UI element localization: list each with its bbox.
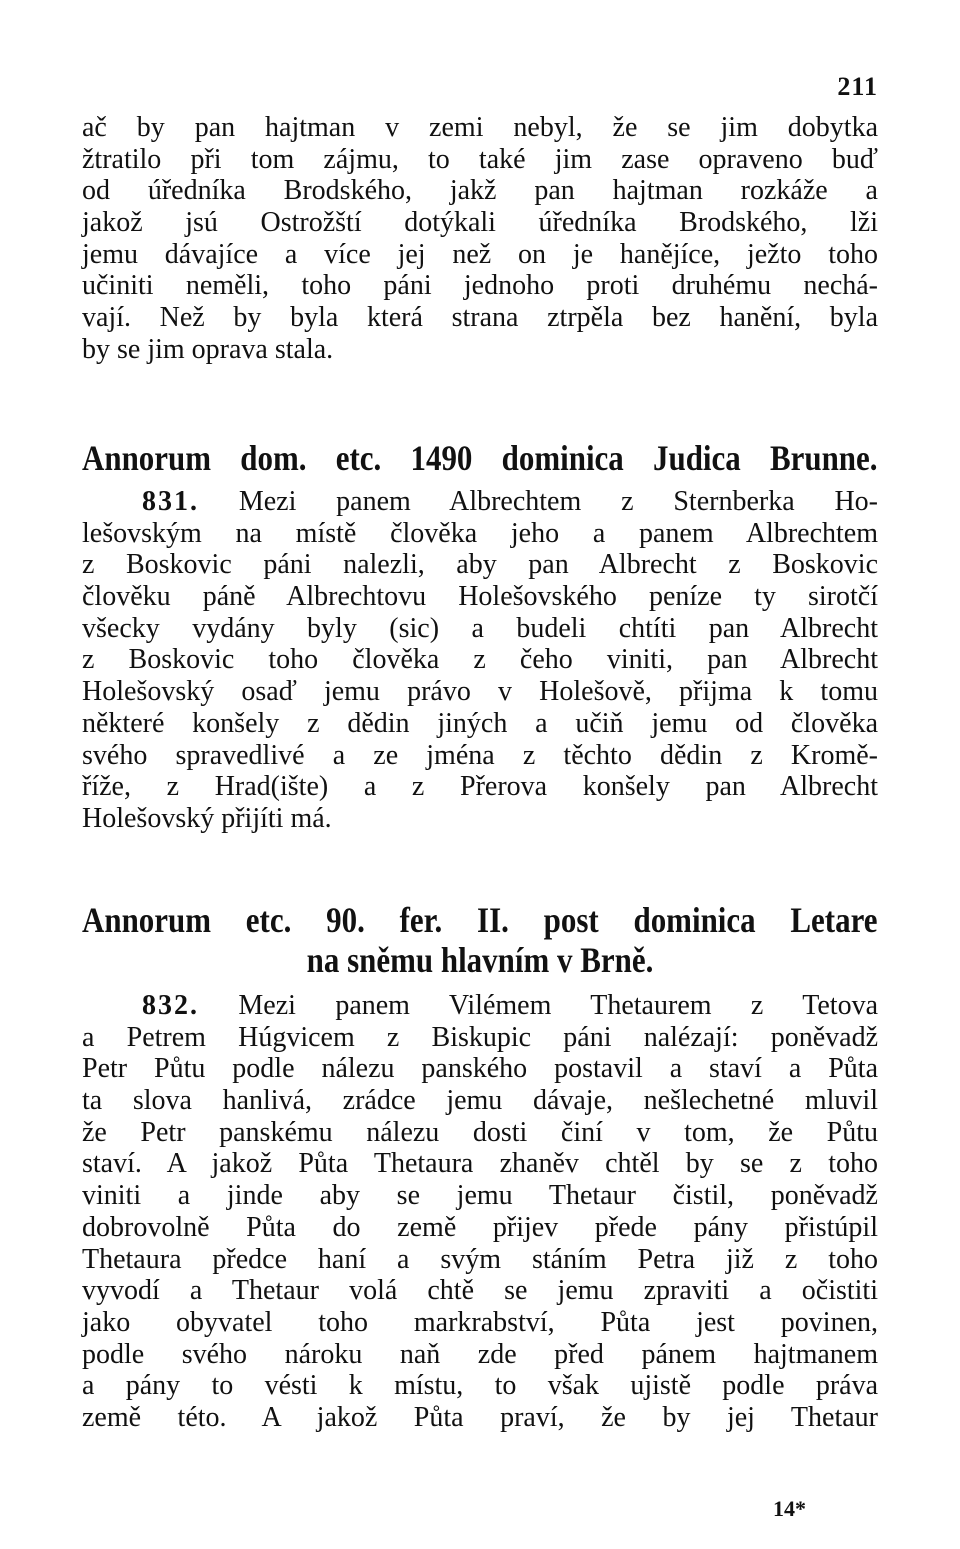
text-line: člověku páně Albrechtovu Holešovského peníze ty sirotčí bbox=[82, 581, 878, 613]
text-line: Thetaura předce haní a svým stáním Petra již z toho bbox=[82, 1243, 878, 1275]
text-line: svého spravedlivé a ze jména z těchto dědin z Kromě- bbox=[82, 739, 878, 771]
text-line: žtratilo při tom zájmu, to také jim zase opraveno buď bbox=[82, 143, 878, 175]
text-line: Holešovský přijíti má. bbox=[82, 802, 332, 834]
text-line: a pány to vésti k místu, to však ujistě podle práva bbox=[82, 1370, 878, 1402]
text-line: říže, z Hrad(ište) a z Přerova konšely pan Albrecht bbox=[82, 771, 878, 803]
section-number: 832. bbox=[142, 990, 199, 1021]
text-line: Petr Půtu podle nálezu panského postavil a staví a Půta bbox=[82, 1053, 878, 1085]
text-line: že Petr panskému nálezu dosti činí v tom, že Půtu bbox=[82, 1116, 878, 1148]
text-line: jemu dávajíce a více jej než on je hanějíce, ježto toho bbox=[82, 238, 878, 270]
text-line: učiniti neměli, toho páni jednoho proti druhému nechá- bbox=[82, 270, 878, 302]
text-line: by se jim oprava stala. bbox=[82, 333, 334, 365]
text-line: jakož jsú Ostrožští dotýkali úředníka Brodského, lži bbox=[82, 207, 878, 239]
text-line-content: Mezi panem Vilémem Thetaurem z Tetova bbox=[238, 990, 879, 1021]
section-831 bbox=[82, 486, 878, 835]
text-line: všecky vydány byly (sic) a budeli chtíti pan Albrecht bbox=[82, 612, 878, 644]
text-line bbox=[82, 486, 878, 518]
top-paragraph bbox=[82, 112, 878, 366]
section-heading-continued: na sněmu hlavním v Brně. bbox=[306, 940, 654, 980]
text-line: lešovským na místě člověka jeho a panem Albrechtem bbox=[82, 517, 878, 549]
text-line: vají. Než by byla která strana ztrpěla bez hanění, byla bbox=[82, 302, 878, 334]
page-number: 211 bbox=[837, 72, 878, 101]
text-line: vyvodí a Thetaur volá chtě se jemu zpraviti a očistiti bbox=[82, 1275, 878, 1307]
text-line: podle svého nároku naň zde před pánem hajtmanem bbox=[82, 1338, 878, 1370]
text-line: viniti a jinde aby se jemu Thetaur čistil, poněvadž bbox=[82, 1180, 878, 1212]
text-line: jako obyvatel toho markrabství, Půta jest povinen, bbox=[82, 1306, 878, 1338]
section-heading: Annorum etc. 90. fer. II. post dominica Letare bbox=[82, 900, 878, 940]
section-heading: Annorum dom. etc. 1490 dominica Judica Brunne. bbox=[82, 438, 878, 478]
text-line: dobrovolně Půta do země přijev přede pány přistúpil bbox=[82, 1211, 878, 1243]
text-line: ač by pan hajtman v zemi nebyl, že se jim dobytka bbox=[82, 112, 878, 143]
text-line: a Petrem Húgvicem z Biskupic páni nalézají: poněvadž bbox=[82, 1021, 878, 1053]
text-line: ta slova hanlivá, zrádce jemu dávaje, nešlechetné mluvil bbox=[82, 1085, 878, 1117]
text-line: Holešovský osaď jemu právo v Holešově, přijma k tomu bbox=[82, 676, 878, 708]
text-line: staví. A jakož Půta Thetaura zhaněv chtěl by se z toho bbox=[82, 1148, 878, 1180]
section-number: 831. bbox=[142, 486, 199, 517]
text-line: z Boskovic páni nalezli, aby pan Albrecht z Boskovic bbox=[82, 549, 878, 581]
text-line: od úředníka Brodského, jakž pan hajtman rozkáže a bbox=[82, 175, 878, 207]
text-line: z Boskovic toho člověka z čeho viniti, pan Albrecht bbox=[82, 644, 878, 676]
text-line: země této. A jakož Půta praví, že by jej Thetaur bbox=[82, 1401, 878, 1433]
text-line: některé konšely z dědin jiných a učiň jemu od člověka bbox=[82, 707, 878, 739]
section-832 bbox=[82, 990, 878, 1434]
text-line bbox=[82, 990, 878, 1022]
text-line-content: Mezi panem Albrechtem z Sternberka Ho- bbox=[238, 486, 878, 517]
printer-signature-mark: 14* bbox=[773, 1496, 806, 1521]
